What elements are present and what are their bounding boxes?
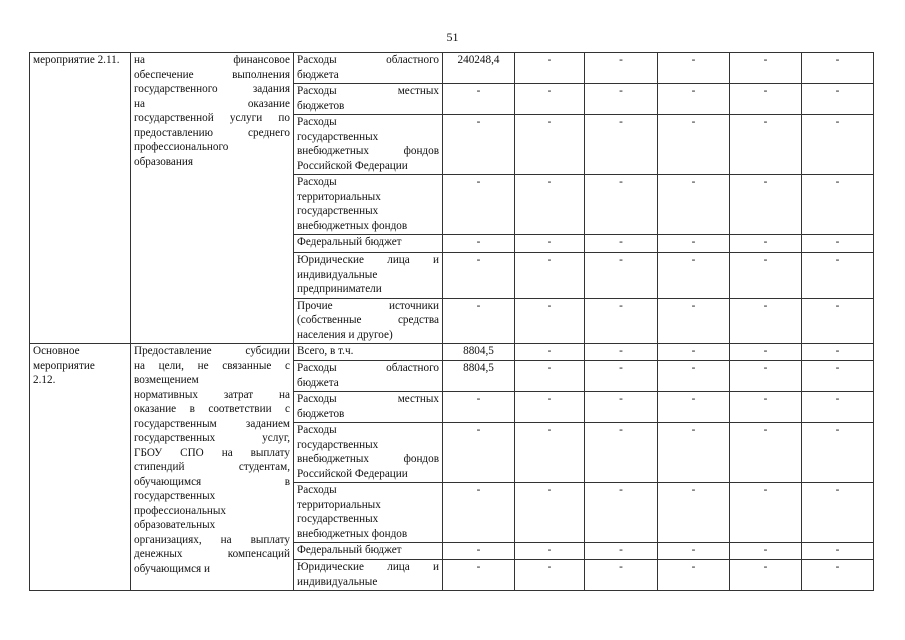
year-value-cell — [802, 235, 874, 253]
event-description-cell — [131, 344, 294, 591]
text-line: обеспечение выполнения — [134, 68, 290, 81]
funding-source-cell — [294, 483, 443, 543]
event-name: мероприятие 2.11. — [33, 54, 120, 66]
amount-value: - — [476, 176, 481, 188]
amount-value: - — [476, 85, 481, 97]
year-value: - — [547, 236, 552, 248]
year-value: - — [619, 544, 623, 556]
text-line: 2.12. — [33, 374, 56, 386]
year-value: - — [835, 544, 840, 556]
year-value-cell — [730, 483, 802, 543]
year-value-cell — [585, 175, 658, 235]
text-line: бюджета — [297, 376, 339, 389]
year-value: - — [619, 85, 623, 97]
text-line: Расходы областного — [297, 54, 439, 66]
year-value-cell — [515, 298, 585, 344]
year-value: - — [691, 236, 696, 248]
year-value: - — [691, 116, 696, 128]
funding-source-cell — [294, 253, 443, 299]
year-value: - — [691, 484, 696, 496]
year-value-cell — [802, 298, 874, 344]
year-value: - — [835, 85, 840, 97]
year-value-cell — [515, 175, 585, 235]
amount-cell — [443, 84, 515, 115]
text-line: предоставлению среднего — [134, 126, 290, 139]
year-value: - — [547, 484, 552, 496]
funding-source-cell — [294, 84, 443, 115]
year-value: - — [835, 393, 840, 405]
year-value-cell — [802, 175, 874, 235]
amount-cell — [443, 298, 515, 344]
year-value: - — [763, 299, 768, 312]
year-value: - — [547, 176, 552, 188]
year-value: - — [547, 393, 552, 405]
year-value: - — [835, 345, 840, 357]
year-value: - — [763, 393, 768, 405]
year-value-cell — [802, 560, 874, 591]
text-line: Федеральный бюджет — [297, 236, 402, 248]
year-value-cell — [730, 84, 802, 115]
year-value-cell — [515, 115, 585, 175]
year-value-cell — [730, 53, 802, 84]
year-value-cell — [515, 253, 585, 299]
year-value-cell — [585, 344, 658, 361]
year-value-cell — [658, 235, 730, 253]
text-line: Расходы — [297, 176, 337, 188]
year-value-cell — [658, 392, 730, 423]
text-line: нормативных затрат на — [134, 388, 290, 401]
funding-source-cell — [294, 175, 443, 235]
text-line: государственных — [297, 130, 379, 143]
text-line: денежных компенсаций — [134, 548, 290, 560]
amount-value: - — [476, 393, 481, 405]
text-line: Прочие источники — [297, 299, 439, 312]
text-line: государственных — [297, 513, 379, 525]
amount-cell — [443, 392, 515, 423]
year-value: - — [691, 424, 696, 436]
year-value-cell — [658, 543, 730, 560]
text-line: Расходы областного — [297, 362, 439, 374]
year-value-cell — [658, 423, 730, 483]
year-value: - — [835, 424, 840, 436]
text-line: государственным заданием — [134, 417, 290, 430]
amount-cell — [443, 175, 515, 235]
year-value: - — [619, 362, 623, 374]
year-value-cell — [730, 361, 802, 392]
amount-value: - — [476, 544, 481, 556]
year-value: - — [835, 254, 840, 266]
amount-value: - — [476, 484, 481, 496]
year-value: - — [763, 54, 768, 66]
table-row — [30, 344, 874, 361]
year-value: - — [691, 393, 696, 405]
text-line: внебюджетных фондов — [297, 527, 408, 540]
text-line: организациях, на выплату — [134, 533, 290, 546]
year-value-cell — [515, 84, 585, 115]
year-value-cell — [515, 53, 585, 84]
funding-source-cell — [294, 392, 443, 423]
year-value-cell — [585, 115, 658, 175]
year-value: - — [691, 254, 696, 266]
year-value-cell — [658, 560, 730, 591]
year-value-cell — [802, 423, 874, 483]
year-value-cell — [802, 344, 874, 361]
year-value-cell — [585, 483, 658, 543]
year-value-cell — [585, 235, 658, 253]
year-value: - — [763, 544, 768, 556]
year-value-cell — [658, 344, 730, 361]
text-line: образовательных — [134, 519, 216, 531]
year-value-cell — [515, 344, 585, 361]
amount-value: - — [476, 254, 481, 266]
event-name-cell — [30, 344, 131, 591]
text-line: Расходы — [297, 424, 337, 436]
amount-cell — [443, 543, 515, 560]
year-value: - — [763, 116, 768, 128]
text-line: профессионального — [134, 141, 229, 153]
text-line: Всего, в т.ч. — [297, 345, 354, 357]
year-value: - — [835, 362, 840, 374]
text-line: Расходы местных — [297, 393, 439, 405]
event-description-cell — [131, 53, 294, 344]
text-line: образования — [134, 155, 194, 168]
text-line: оказание в соответствии с — [134, 403, 290, 415]
year-value-cell — [585, 361, 658, 392]
page-number: 51 — [446, 30, 459, 44]
amount-cell — [443, 483, 515, 543]
year-value-cell — [515, 543, 585, 560]
table-row — [30, 53, 874, 84]
year-value: - — [835, 299, 840, 312]
year-value: - — [835, 236, 840, 248]
text-line: бюджета — [297, 68, 339, 81]
year-value: - — [619, 561, 623, 573]
year-value-cell — [658, 361, 730, 392]
text-line: Российской Федерации — [297, 159, 408, 172]
year-value: - — [763, 176, 768, 188]
year-value-cell — [585, 298, 658, 344]
year-value-cell — [730, 235, 802, 253]
text-line: Основное — [33, 345, 80, 357]
year-value-cell — [585, 84, 658, 115]
text-line: территориальных — [297, 190, 381, 203]
year-value: - — [691, 345, 696, 357]
year-value-cell — [802, 53, 874, 84]
year-value: - — [619, 393, 623, 405]
year-value: - — [547, 299, 552, 312]
funding-source-cell — [294, 298, 443, 344]
year-value-cell — [730, 543, 802, 560]
text-line: на финансовое — [134, 54, 290, 66]
year-value: - — [547, 561, 552, 573]
text-line: бюджетов — [297, 407, 345, 420]
year-value-cell — [658, 115, 730, 175]
year-value: - — [763, 424, 768, 436]
year-value: - — [547, 424, 552, 436]
text-line: индивидуальные — [297, 575, 378, 588]
text-line: профессиональных — [134, 504, 227, 517]
year-value: - — [547, 116, 552, 128]
year-value: - — [619, 345, 623, 357]
year-value: - — [763, 362, 768, 374]
year-value-cell — [802, 392, 874, 423]
amount-value: - — [476, 116, 481, 128]
year-value-cell — [585, 392, 658, 423]
text-line: возмещением — [134, 374, 199, 386]
year-value-cell — [658, 84, 730, 115]
text-line: Юридические лица и — [297, 254, 439, 266]
text-line: ГБОУ СПО на выплату — [134, 446, 290, 459]
year-value: - — [691, 561, 696, 573]
text-line: Федеральный бюджет — [297, 544, 402, 556]
funding-source-cell — [294, 560, 443, 591]
year-value-cell — [730, 344, 802, 361]
year-value-cell — [585, 543, 658, 560]
text-line: внебюджетных фондов — [297, 219, 408, 232]
year-value: - — [547, 362, 552, 374]
year-value: - — [691, 299, 696, 312]
year-value-cell — [585, 423, 658, 483]
year-value-cell — [658, 298, 730, 344]
text-line: предприниматели — [297, 283, 382, 295]
funding-source-cell — [294, 361, 443, 392]
text-line: государственных — [297, 438, 379, 451]
year-value-cell — [658, 53, 730, 84]
amount-cell — [443, 235, 515, 253]
year-value: - — [691, 54, 696, 66]
year-value: - — [691, 176, 696, 188]
year-value-cell — [730, 560, 802, 591]
year-value: - — [763, 345, 768, 357]
year-value-cell — [730, 175, 802, 235]
year-value-cell — [658, 253, 730, 299]
year-value-cell — [515, 392, 585, 423]
text-line: мероприятие — [33, 359, 95, 372]
year-value-cell — [802, 361, 874, 392]
amount-value: - — [476, 299, 481, 312]
year-value: - — [619, 236, 623, 248]
budget-table — [29, 52, 874, 591]
text-line: территориальных — [297, 498, 381, 511]
amount-cell — [443, 560, 515, 591]
year-value-cell — [730, 115, 802, 175]
year-value: - — [691, 85, 696, 97]
text-line: стипендий студентам, — [134, 461, 290, 473]
text-line: государственных — [134, 490, 216, 502]
year-value: - — [619, 424, 623, 436]
year-value: - — [835, 176, 840, 188]
text-line: государственных — [297, 205, 379, 217]
amount-cell — [443, 53, 515, 84]
year-value: - — [835, 54, 840, 66]
text-line: обучающимся в — [134, 475, 290, 488]
amount-value: 240248,4 — [457, 54, 500, 66]
text-line: индивидуальные — [297, 268, 378, 281]
year-value: - — [547, 54, 552, 66]
year-value-cell — [802, 115, 874, 175]
funding-source-cell — [294, 115, 443, 175]
year-value: - — [763, 254, 768, 266]
year-value-cell — [515, 361, 585, 392]
year-value: - — [619, 299, 623, 312]
year-value: - — [835, 561, 840, 573]
text-line: Российской Федерации — [297, 467, 408, 480]
year-value: - — [763, 484, 768, 496]
amount-value: - — [476, 236, 481, 248]
text-line: Расходы местных — [297, 85, 439, 97]
year-value-cell — [658, 483, 730, 543]
year-value: - — [547, 345, 552, 357]
year-value-cell — [585, 560, 658, 591]
year-value: - — [763, 236, 768, 248]
year-value: - — [763, 85, 768, 97]
year-value-cell — [658, 175, 730, 235]
year-value: - — [619, 484, 623, 496]
year-value: - — [619, 116, 623, 128]
amount-cell — [443, 423, 515, 483]
year-value-cell — [730, 392, 802, 423]
year-value-cell — [730, 253, 802, 299]
year-value-cell — [802, 84, 874, 115]
funding-source-cell — [294, 235, 443, 253]
year-value: - — [763, 561, 768, 573]
year-value-cell — [515, 483, 585, 543]
amount-value: - — [476, 424, 481, 436]
text-line: государственной услуги по — [134, 112, 290, 124]
text-line: Расходы — [297, 116, 337, 128]
year-value-cell — [802, 543, 874, 560]
funding-source-cell — [294, 423, 443, 483]
year-value-cell — [802, 253, 874, 299]
text-line: бюджетов — [297, 99, 345, 112]
year-value: - — [619, 176, 623, 188]
funding-source-cell — [294, 53, 443, 84]
year-value: - — [691, 544, 696, 556]
amount-value: 8804,5 — [463, 345, 494, 357]
year-value: - — [619, 54, 623, 66]
amount-cell — [443, 361, 515, 392]
amount-cell — [443, 344, 515, 361]
amount-value: - — [476, 561, 481, 573]
text-line: Расходы — [297, 484, 337, 496]
text-line: Предоставление субсидии — [134, 345, 290, 357]
amount-cell — [443, 253, 515, 299]
year-value: - — [835, 116, 840, 128]
year-value: - — [547, 544, 552, 556]
year-value-cell — [585, 53, 658, 84]
year-value: - — [547, 85, 552, 97]
year-value: - — [619, 254, 623, 266]
year-value-cell — [515, 560, 585, 591]
text-line: государственных услуг, — [134, 432, 290, 444]
year-value-cell — [730, 423, 802, 483]
year-value: - — [547, 254, 552, 266]
text-line: на цели, не связанные с — [134, 359, 290, 372]
year-value: - — [691, 362, 696, 374]
text-line: (собственные средства — [297, 314, 439, 326]
year-value-cell — [802, 483, 874, 543]
funding-source-cell — [294, 344, 443, 361]
funding-source-cell — [294, 543, 443, 560]
text-line: на оказание — [134, 97, 290, 110]
year-value-cell — [515, 423, 585, 483]
text-line: внебюджетных фондов — [297, 145, 439, 157]
text-line: внебюджетных фондов — [297, 453, 439, 465]
amount-value: 8804,5 — [463, 362, 494, 374]
year-value: - — [835, 484, 840, 496]
text-line: обучающимся и — [134, 562, 210, 575]
year-value-cell — [730, 298, 802, 344]
year-value-cell — [515, 235, 585, 253]
text-line: Юридические лица и — [297, 561, 439, 573]
amount-cell — [443, 115, 515, 175]
event-name-cell — [30, 53, 131, 344]
year-value-cell — [585, 253, 658, 299]
text-line: государственного задания — [134, 83, 290, 95]
text-line: населения и другое) — [297, 328, 393, 341]
